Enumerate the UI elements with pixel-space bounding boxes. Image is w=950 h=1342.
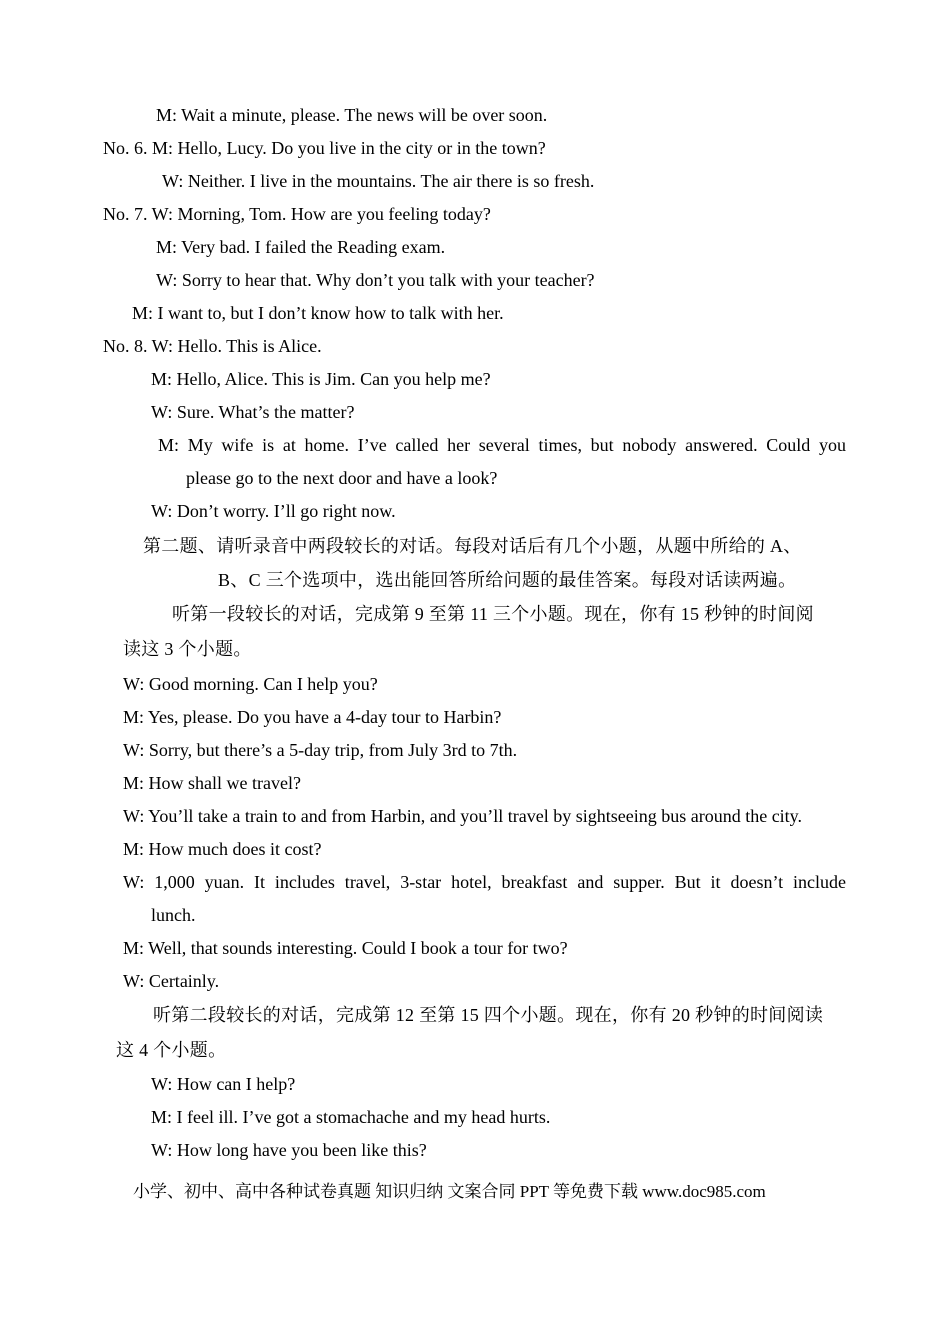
dialogue-instruction: 听第二段较长的对话，完成第 12 至第 15 四个小题。现在，你有 20 秒钟的时间阅读 <box>153 1005 824 1025</box>
transcript-line: M: How much does it cost? <box>123 839 322 859</box>
transcript-line: W: How can I help? <box>151 1074 296 1094</box>
transcript-line: M: I feel ill. I’ve got a stomachache and my head hurts. <box>151 1107 551 1127</box>
transcript-line: W: Good morning. Can I help you? <box>123 674 378 694</box>
transcript-line: M: My wife is at home. I’ve called her several times, but nobody answered. Could you <box>158 435 846 455</box>
question-6-line: No. 6. M: Hello, Lucy. Do you live in the city or in the town? <box>103 138 546 158</box>
transcript-line: M: Wait a minute, please. The news will be over soon. <box>156 105 548 125</box>
section-instruction: 第二题、请听录音中两段较长的对话。每段对话后有几个小题，从题中所给的 A、 <box>143 536 802 556</box>
transcript-line: M: I want to, but I don’t know how to talk with her. <box>132 303 504 323</box>
transcript-line: M: Hello, Alice. This is Jim. Can you help me? <box>151 369 491 389</box>
transcript-line: W: How long have you been like this? <box>151 1140 427 1160</box>
page-footer: 小学、初中、高中各种试卷真题 知识归纳 文案合同 PPT 等免费下载 www.doc985.com <box>133 1182 766 1201</box>
transcript-line: W: You’ll take a train to and from Harbin, and you’ll travel by sightseeing bus around the city. <box>123 806 803 826</box>
transcript-line: W: Certainly. <box>123 971 220 991</box>
transcript-line: M: Very bad. I failed the Reading exam. <box>156 237 446 257</box>
question-8-line: No. 8. W: Hello. This is Alice. <box>103 336 322 356</box>
question-7-line: No. 7. W: Morning, Tom. How are you feeling today? <box>103 204 491 224</box>
transcript-line: M: Yes, please. Do you have a 4-day tour to Harbin? <box>123 707 502 727</box>
transcript-line: M: Well, that sounds interesting. Could I book a tour for two? <box>123 938 568 958</box>
transcript-line: W: Sorry, but there’s a 5-day trip, from July 3rd to 7th. <box>123 740 518 760</box>
dialogue-instruction: 这 4 个小题。 <box>116 1040 227 1060</box>
dialogue-instruction: 读这 3 个小题。 <box>123 639 252 659</box>
transcript-line: W: Sure. What’s the matter? <box>151 402 355 422</box>
transcript-line: W: Sorry to hear that. Why don’t you talk with your teacher? <box>156 270 595 290</box>
dialogue-instruction: 听第一段较长的对话，完成第 9 至第 11 三个小题。现在，你有 15 秒钟的时间阅 <box>172 604 814 624</box>
transcript-line: W: Neither. I live in the mountains. The air there is so fresh. <box>162 171 595 191</box>
transcript-line: W: 1,000 yuan. It includes travel, 3-star hotel, breakfast and supper. But it doesn’t include <box>123 872 846 892</box>
section-instruction: B、C 三个选项中，选出能回答所给问题的最佳答案。每段对话读两遍。 <box>218 570 797 590</box>
transcript-line: M: How shall we travel? <box>123 773 301 793</box>
transcript-line: W: Don’t worry. I’ll go right now. <box>151 501 396 521</box>
transcript-line: lunch. <box>151 905 196 925</box>
transcript-line: please go to the next door and have a look? <box>186 468 498 488</box>
